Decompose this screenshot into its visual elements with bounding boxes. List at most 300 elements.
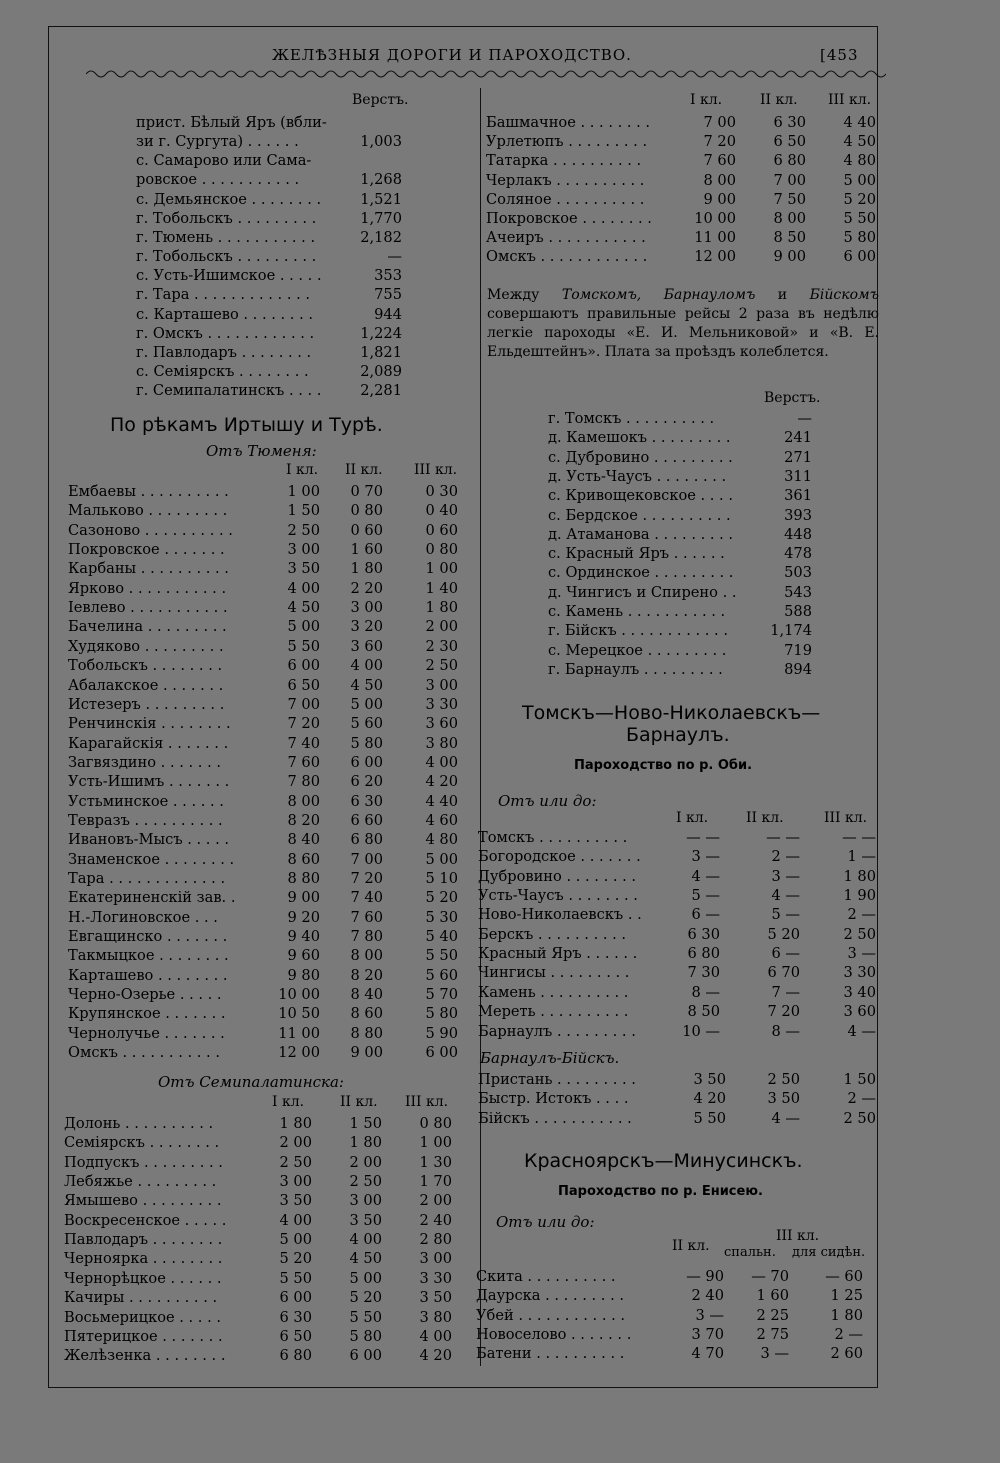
station-name: г. Тобольскъ . . . . . . . . . — [136, 210, 317, 227]
fare-class-1: 5 20 — [279, 1250, 312, 1267]
fare-class-2: 6 60 — [350, 812, 383, 829]
fare-class-3: 5 30 — [425, 909, 458, 926]
fare-class-1: 5 — — [691, 887, 720, 904]
fare-class-3: — — — [842, 829, 876, 846]
distance-value: 478 — [784, 545, 812, 562]
fare-class-1: 6 30 — [279, 1309, 312, 1326]
fare-class-1: 12 00 — [694, 248, 736, 265]
fare-class-2: 3 — — [760, 1345, 789, 1362]
fare-class-1: 7 30 — [687, 964, 720, 981]
decorative-rule — [86, 68, 886, 80]
fare-class-3: 1 30 — [419, 1154, 452, 1171]
fare-class-3: 2 — — [847, 906, 876, 923]
fare-class-2: 7 80 — [350, 928, 383, 945]
station-name: Крупянское . . . . . . . — [68, 1005, 226, 1022]
class-3-header: III кл. — [828, 92, 872, 108]
distance-value: 1,224 — [360, 325, 402, 342]
fare-class-2: 2 50 — [767, 1071, 800, 1088]
page-header-title: ЖЕЛѢЗНЫЯ ДОРОГИ И ПАРОХОДСТВО. — [272, 46, 632, 64]
fare-class-2: 6 00 — [349, 1347, 382, 1364]
station-name: Долонь . . . . . . . . . . — [64, 1115, 214, 1132]
fare-class-1: 2 50 — [279, 1154, 312, 1171]
fare-class-3: 3 60 — [843, 1003, 876, 1020]
station-name: Барнаулъ . . . . . . . . . — [478, 1023, 636, 1040]
class-1-header: I кл. — [676, 810, 709, 826]
fare-class-3: 2 00 — [425, 618, 458, 635]
fare-class-1: 9 00 — [287, 889, 320, 906]
station-name: д. Чингисъ и Спирено . . — [548, 584, 737, 601]
station-name: Усть-Чаусъ . . . . . . . . — [478, 887, 638, 904]
class-1-header: I кл. — [286, 462, 319, 478]
station-name: Знаменское . . . . . . . . — [68, 851, 235, 868]
fare-class-2: 5 60 — [350, 715, 383, 732]
station-name: Абалакское . . . . . . . — [68, 677, 224, 694]
station-name: Черлакъ . . . . . . . . . . — [486, 172, 645, 189]
fare-class-2: 2 — — [771, 848, 800, 865]
station-name: Богородское . . . . . . . — [478, 848, 641, 865]
fare-class-2: 5 — — [771, 906, 800, 923]
fare-class-3: 1 70 — [419, 1173, 452, 1190]
station-name: Ачеиръ . . . . . . . . . . . — [486, 229, 646, 246]
fare-class-1: 6 — — [691, 906, 720, 923]
fare-class-3: 3 60 — [425, 715, 458, 732]
station-name: Худяково . . . . . . . . . — [68, 638, 224, 655]
fare-class-2: 3 50 — [349, 1212, 382, 1229]
station-name: Тевразъ . . . . . . . . . . — [68, 812, 223, 829]
fare-class-1: 6 80 — [687, 945, 720, 962]
station-name: г. Бійскъ . . . . . . . . . . . . — [548, 622, 728, 639]
station-name: с. Камень . . . . . . . . . . . — [548, 603, 726, 620]
fare-class-2: 6 50 — [773, 133, 806, 150]
station-name: с. Семіярскъ . . . . . . . . — [136, 363, 309, 380]
fare-class-3: 1 90 — [843, 887, 876, 904]
fare-class-3: 2 50 — [843, 926, 876, 943]
distance-value: 719 — [784, 642, 812, 659]
station-name: Карбаны . . . . . . . . . . — [68, 560, 229, 577]
distance-value: 1,770 — [360, 210, 402, 227]
distance-value: 1,521 — [360, 191, 402, 208]
station-name: Покровское . . . . . . . . — [486, 210, 652, 227]
fare-class-3: 1 00 — [419, 1134, 452, 1151]
station-name: Подпускъ . . . . . . . . . — [64, 1154, 223, 1171]
fare-class-1: 5 50 — [693, 1110, 726, 1127]
paragraph-text: совершаютъ правильные рейсы 2 раза въ недѣлю легкіе пароходы «Е. И. Мельниковой» и «В. Е. Ельдештейнъ». Плата за проѣздъ колеблется. — [487, 306, 879, 360]
fare-class-1: 7 00 — [703, 114, 736, 131]
fare-class-2: 0 70 — [350, 483, 383, 500]
station-name: Карагайскія . . . . . . . — [68, 735, 229, 752]
fare-class-2: 2 25 — [756, 1307, 789, 1324]
fare-class-2: 3 00 — [349, 1192, 382, 1209]
fare-class-3: 3 30 — [843, 964, 876, 981]
fare-class-3: 2 50 — [843, 1110, 876, 1127]
fare-class-1: 3 70 — [691, 1326, 724, 1343]
sleeping-header: спальн. — [724, 1245, 776, 1260]
fare-class-1: 7 20 — [703, 133, 736, 150]
fare-class-1: 8 50 — [687, 1003, 720, 1020]
fare-class-1: 2 40 — [691, 1287, 724, 1304]
fare-class-1: 7 00 — [287, 696, 320, 713]
station-name: Тара . . . . . . . . . . . . . — [68, 870, 226, 887]
distance-value: 241 — [784, 429, 812, 446]
fare-class-3: 4 40 — [843, 114, 876, 131]
fare-class-2: 1 80 — [349, 1134, 382, 1151]
station-name: г. Омскъ . . . . . . . . . . . . — [136, 325, 315, 342]
fare-class-3: 2 30 — [425, 638, 458, 655]
station-name: ровское . . . . . . . . . . . — [136, 171, 300, 188]
section-title-ob-line2: Барнаулъ. — [626, 724, 730, 746]
station-name: с. Усть-Ишимское . . . . . — [136, 267, 322, 284]
station-name: Ярково . . . . . . . . . . . — [68, 580, 227, 597]
station-name: Усть-Ишимъ . . . . . . . — [68, 773, 230, 790]
from-or-to-label: Отъ или до: — [498, 792, 597, 810]
station-name: Екатериненскій зав. . — [68, 889, 236, 906]
fare-class-2: 8 00 — [350, 947, 383, 964]
fare-class-1: 4 — — [691, 868, 720, 885]
distance-value: 448 — [784, 526, 812, 543]
station-name: с. Демьянское . . . . . . . . — [136, 191, 322, 208]
fare-class-3: 1 80 — [843, 868, 876, 885]
station-name: Скита . . . . . . . . . . — [476, 1268, 616, 1285]
fare-class-3: 3 30 — [419, 1270, 452, 1287]
fare-class-2: 6 — — [771, 945, 800, 962]
fare-class-3: 5 10 — [425, 870, 458, 887]
fare-class-3: 5 50 — [425, 947, 458, 964]
station-name: Даурска . . . . . . . . . — [476, 1287, 624, 1304]
fare-class-1: 4 50 — [287, 599, 320, 616]
fare-class-3: 2 — — [834, 1326, 863, 1343]
class-3-header: III кл. — [776, 1228, 820, 1244]
station-name: Мереть . . . . . . . . . . — [478, 1003, 629, 1020]
fare-class-1: 10 00 — [278, 986, 320, 1003]
fare-class-2: 7 20 — [350, 870, 383, 887]
station-name: Восьмерицкое . . . . . — [64, 1309, 222, 1326]
station-name: Омскъ . . . . . . . . . . . . — [486, 248, 648, 265]
station-name: с. Красный Яръ . . . . . . — [548, 545, 725, 562]
fare-class-2: 3 60 — [350, 638, 383, 655]
section-title-ob-line1: Томскъ—Ново-Николаевскъ— — [522, 702, 821, 724]
fare-class-2: 3 50 — [767, 1090, 800, 1107]
fare-class-1: 3 00 — [279, 1173, 312, 1190]
fare-class-1: 3 — — [695, 1307, 724, 1324]
station-name: г. Павлодаръ . . . . . . . . — [136, 344, 312, 361]
fare-class-2: — — — [766, 829, 800, 846]
fare-class-1: 3 50 — [287, 560, 320, 577]
verst-header: Верстъ. — [764, 390, 821, 406]
fare-class-1: 9 80 — [287, 967, 320, 984]
station-name: Урлетюпъ . . . . . . . . . — [486, 133, 648, 150]
fare-class-2: 6 80 — [350, 831, 383, 848]
fare-class-2: 6 80 — [773, 152, 806, 169]
fare-class-1: 7 60 — [287, 754, 320, 771]
class-2-header: II кл. — [345, 462, 383, 478]
fare-class-3: 0 80 — [419, 1115, 452, 1132]
fare-class-3: 2 00 — [419, 1192, 452, 1209]
fare-class-2: 2 50 — [349, 1173, 382, 1190]
distance-value: 588 — [784, 603, 812, 620]
station-name: г. Тюмень . . . . . . . . . . . — [136, 229, 316, 246]
station-name: с. Самарово или Сама- — [136, 152, 312, 169]
fare-class-1: 9 40 — [287, 928, 320, 945]
fare-class-2: — 70 — [751, 1268, 789, 1285]
paragraph-emphasis: Бійскомъ — [809, 287, 879, 303]
fare-class-3: 4 20 — [425, 773, 458, 790]
station-name: г. Тобольскъ . . . . . . . . . — [136, 248, 317, 265]
fare-class-3: 6 00 — [425, 1044, 458, 1061]
fare-class-1: 7 40 — [287, 735, 320, 752]
fare-class-3: 4 00 — [419, 1328, 452, 1345]
fare-class-3: 3 30 — [425, 696, 458, 713]
section-title-yenisei: Красноярскъ—Минусинскъ. — [524, 1150, 803, 1172]
fare-class-1: 6 00 — [287, 657, 320, 674]
fare-class-2: 3 20 — [350, 618, 383, 635]
station-name: Пристань . . . . . . . . . — [478, 1071, 636, 1088]
distance-value: 944 — [374, 306, 402, 323]
fare-class-2: 6 20 — [350, 773, 383, 790]
fare-class-1: 5 50 — [279, 1270, 312, 1287]
fare-class-1: 8 80 — [287, 870, 320, 887]
station-name: Ренчинскія . . . . . . . . — [68, 715, 231, 732]
station-name: Быстр. Истокъ . . . . — [478, 1090, 629, 1107]
fare-class-2: 7 20 — [767, 1003, 800, 1020]
station-name: Бачелина . . . . . . . . . — [68, 618, 227, 635]
station-name: Дубровино . . . . . . . . — [478, 868, 637, 885]
station-name: Соляное . . . . . . . . . . — [486, 191, 645, 208]
distance-value: 393 — [784, 507, 812, 524]
fare-class-1: 7 80 — [287, 773, 320, 790]
fare-class-3: 4 — — [847, 1023, 876, 1040]
station-name: Іевлево . . . . . . . . . . . — [68, 599, 228, 616]
class-3-header: III кл. — [414, 462, 458, 478]
fare-class-2: 1 80 — [350, 560, 383, 577]
class-1-header: I кл. — [690, 92, 723, 108]
station-name: Покровское . . . . . . . — [68, 541, 225, 558]
station-name: Воскресенское . . . . . — [64, 1212, 227, 1229]
fare-class-2: 8 60 — [350, 1005, 383, 1022]
from-semipalatinsk-label: Отъ Семипалатинска: — [158, 1073, 344, 1091]
distance-value: 2,182 — [360, 229, 402, 246]
fare-class-1: — — — [686, 829, 720, 846]
station-name: Желѣзенка . . . . . . . . — [64, 1347, 226, 1364]
fare-class-1: 3 50 — [279, 1192, 312, 1209]
fare-class-2: 7 00 — [350, 851, 383, 868]
station-name: Семіярскъ . . . . . . . . — [64, 1134, 220, 1151]
fare-class-2: 1 60 — [756, 1287, 789, 1304]
station-name: Убей . . . . . . . . . . . . — [476, 1307, 626, 1324]
fare-class-3: 5 00 — [843, 172, 876, 189]
fare-class-3: 1 00 — [425, 560, 458, 577]
fare-class-3: 5 40 — [425, 928, 458, 945]
barnaul-biysk-label: Барнаулъ-Бійскъ. — [480, 1049, 620, 1067]
distance-value: 543 — [784, 584, 812, 601]
fare-class-1: 10 50 — [278, 1005, 320, 1022]
paragraph-text: и — [755, 287, 810, 303]
fare-class-3: 4 20 — [419, 1347, 452, 1364]
fare-class-1: 10 — — [682, 1023, 720, 1040]
fare-class-2: 1 60 — [350, 541, 383, 558]
fare-class-2: 6 30 — [773, 114, 806, 131]
fare-class-2: 5 00 — [349, 1270, 382, 1287]
section-title-irtysh: По рѣкамъ Иртышу и Турѣ. — [110, 414, 383, 436]
distance-value: 2,089 — [360, 363, 402, 380]
fare-class-2: 9 00 — [350, 1044, 383, 1061]
fare-class-2: 0 80 — [350, 502, 383, 519]
fare-class-2: 4 — — [771, 1110, 800, 1127]
fare-class-1: 1 50 — [287, 502, 320, 519]
fare-class-3: 6 00 — [843, 248, 876, 265]
fare-class-2: 3 — — [771, 868, 800, 885]
fare-class-2: 2 20 — [350, 580, 383, 597]
fare-class-2: 4 00 — [350, 657, 383, 674]
station-name: г. Барнаулъ . . . . . . . . . — [548, 661, 723, 678]
from-or-to-label: Отъ или до: — [496, 1213, 595, 1231]
section-subtitle-ob: Пароходство по р. Оби. — [574, 758, 753, 773]
fare-class-3: 5 90 — [425, 1025, 458, 1042]
fare-class-2: 4 50 — [349, 1250, 382, 1267]
fare-class-2: 2 75 — [756, 1326, 789, 1343]
fare-class-1: 8 00 — [703, 172, 736, 189]
verst-header: Верстъ. — [352, 92, 409, 108]
fare-class-1: 7 20 — [287, 715, 320, 732]
station-name: с. Ординское . . . . . . . . . — [548, 564, 734, 581]
station-name: Устьминское . . . . . . — [68, 793, 224, 810]
fare-class-3: 2 50 — [425, 657, 458, 674]
from-tyumen-label: Отъ Тюменя: — [206, 442, 317, 460]
fare-class-3: 4 50 — [843, 133, 876, 150]
class-2-header: II кл. — [340, 1094, 378, 1110]
fare-class-3: 1 80 — [425, 599, 458, 616]
station-name: Камень . . . . . . . . . . — [478, 984, 629, 1001]
fare-class-3: 4 00 — [425, 754, 458, 771]
distance-value: 503 — [784, 564, 812, 581]
station-name: Ембаевы . . . . . . . . . . — [68, 483, 229, 500]
station-name: Чингисы . . . . . . . . . — [478, 964, 630, 981]
fare-class-1: 7 60 — [703, 152, 736, 169]
station-name: Чернолучье . . . . . . . — [68, 1025, 225, 1042]
class-3-header: III кл. — [824, 810, 868, 826]
station-name: Новоселово . . . . . . . — [476, 1326, 632, 1343]
fare-class-3: 0 40 — [425, 502, 458, 519]
fare-class-1: 4 70 — [691, 1345, 724, 1362]
station-name: Ивановъ-Мысъ . . . . . — [68, 831, 229, 848]
fare-class-1: 11 00 — [694, 229, 736, 246]
fare-class-2: 1 50 — [349, 1115, 382, 1132]
distance-value: 1,003 — [360, 133, 402, 150]
fare-class-2: 2 00 — [349, 1154, 382, 1171]
station-name: прист. Бѣлый Яръ (вбли- — [136, 114, 327, 131]
fare-class-2: 4 50 — [350, 677, 383, 694]
station-name: Тобольскъ . . . . . . . . — [68, 657, 223, 674]
fare-class-1: 5 50 — [287, 638, 320, 655]
fare-class-2: 4 — — [771, 887, 800, 904]
fare-class-1: 10 00 — [694, 210, 736, 227]
station-name: Мальково . . . . . . . . . — [68, 502, 228, 519]
station-name: Такмыцкое . . . . . . . . — [68, 947, 229, 964]
distance-value: 353 — [374, 267, 402, 284]
fare-class-3: 5 70 — [425, 986, 458, 1003]
fare-class-3: 5 00 — [425, 851, 458, 868]
fare-class-3: 1 40 — [425, 580, 458, 597]
distance-value: 2,281 — [360, 382, 402, 399]
section-subtitle-yenisei: Пароходство по р. Енисею. — [558, 1184, 763, 1199]
fare-class-2: 5 00 — [350, 696, 383, 713]
fare-class-2: 4 00 — [349, 1231, 382, 1248]
fare-class-1: 6 00 — [279, 1289, 312, 1306]
fare-class-3: 1 — — [847, 848, 876, 865]
fare-class-2: 6 70 — [767, 964, 800, 981]
station-name: с. Бердское . . . . . . . . . . — [548, 507, 731, 524]
station-name: Ново-Николаевскъ . . — [478, 906, 642, 923]
fare-class-3: 4 80 — [425, 831, 458, 848]
fare-class-1: 8 40 — [287, 831, 320, 848]
fare-class-3: 3 40 — [843, 984, 876, 1001]
distance-value: — — [387, 248, 402, 265]
fare-class-2: 8 00 — [773, 210, 806, 227]
station-name: г. Тара . . . . . . . . . . . . . — [136, 286, 311, 303]
fare-class-1: 1 00 — [287, 483, 320, 500]
station-name: д. Камешокъ . . . . . . . . . — [548, 429, 731, 446]
fare-class-1: 8 60 — [287, 851, 320, 868]
fare-class-2: 7 00 — [773, 172, 806, 189]
fare-class-1: 6 30 — [687, 926, 720, 943]
station-name: Качиры . . . . . . . . . . — [64, 1289, 218, 1306]
distance-value: 271 — [784, 449, 812, 466]
fare-class-2: 3 00 — [350, 599, 383, 616]
station-name: Карташево . . . . . . . . — [68, 967, 228, 984]
fare-class-1: 8 20 — [287, 812, 320, 829]
station-name: Черноярка . . . . . . . . — [64, 1250, 223, 1267]
page-number: [453 — [820, 46, 859, 64]
station-name: Павлодаръ . . . . . . . . — [64, 1231, 223, 1248]
class-2-header: II кл. — [746, 810, 784, 826]
class-3-header: III кл. — [405, 1094, 449, 1110]
fare-class-3: 0 80 — [425, 541, 458, 558]
fare-class-3: 2 80 — [419, 1231, 452, 1248]
fare-class-1: 5 00 — [279, 1231, 312, 1248]
fare-class-2: 8 80 — [350, 1025, 383, 1042]
fare-class-1: 3 50 — [693, 1071, 726, 1088]
fare-class-1: 4 00 — [287, 580, 320, 597]
fare-class-2: 7 — — [771, 984, 800, 1001]
station-name: Черно-Озерье . . . . . — [68, 986, 222, 1003]
station-name: зи г. Сургута) . . . . . . — [136, 133, 299, 150]
fare-class-1: 8 — — [691, 984, 720, 1001]
fare-class-3: 0 30 — [425, 483, 458, 500]
fare-class-1: 6 80 — [279, 1347, 312, 1364]
station-name: Берскъ . . . . . . . . . . — [478, 926, 627, 943]
fare-class-2: 5 20 — [349, 1289, 382, 1306]
fare-class-2: 5 80 — [349, 1328, 382, 1345]
station-name: с. Карташево . . . . . . . . — [136, 306, 313, 323]
fare-class-3: 5 20 — [425, 889, 458, 906]
class-2-header: II кл. — [672, 1238, 710, 1254]
fare-class-2: 9 00 — [773, 248, 806, 265]
fare-class-2: 8 50 — [773, 229, 806, 246]
distance-value: 1,821 — [360, 344, 402, 361]
station-name: г. Томскъ . . . . . . . . . . — [548, 410, 715, 427]
station-name: Башмачное . . . . . . . . — [486, 114, 651, 131]
fare-class-2: 5 80 — [350, 735, 383, 752]
fare-class-1: 11 00 — [278, 1025, 320, 1042]
fare-class-3: 3 00 — [425, 677, 458, 694]
fare-class-3: — 60 — [825, 1268, 863, 1285]
station-name: Истезеръ . . . . . . . . . — [68, 696, 225, 713]
fare-class-3: 2 40 — [419, 1212, 452, 1229]
class-2-header: II кл. — [760, 92, 798, 108]
fare-class-3: 2 — — [847, 1090, 876, 1107]
fare-class-2: 8 40 — [350, 986, 383, 1003]
class-1-header: I кл. — [272, 1094, 305, 1110]
fare-class-3: 0 60 — [425, 522, 458, 539]
